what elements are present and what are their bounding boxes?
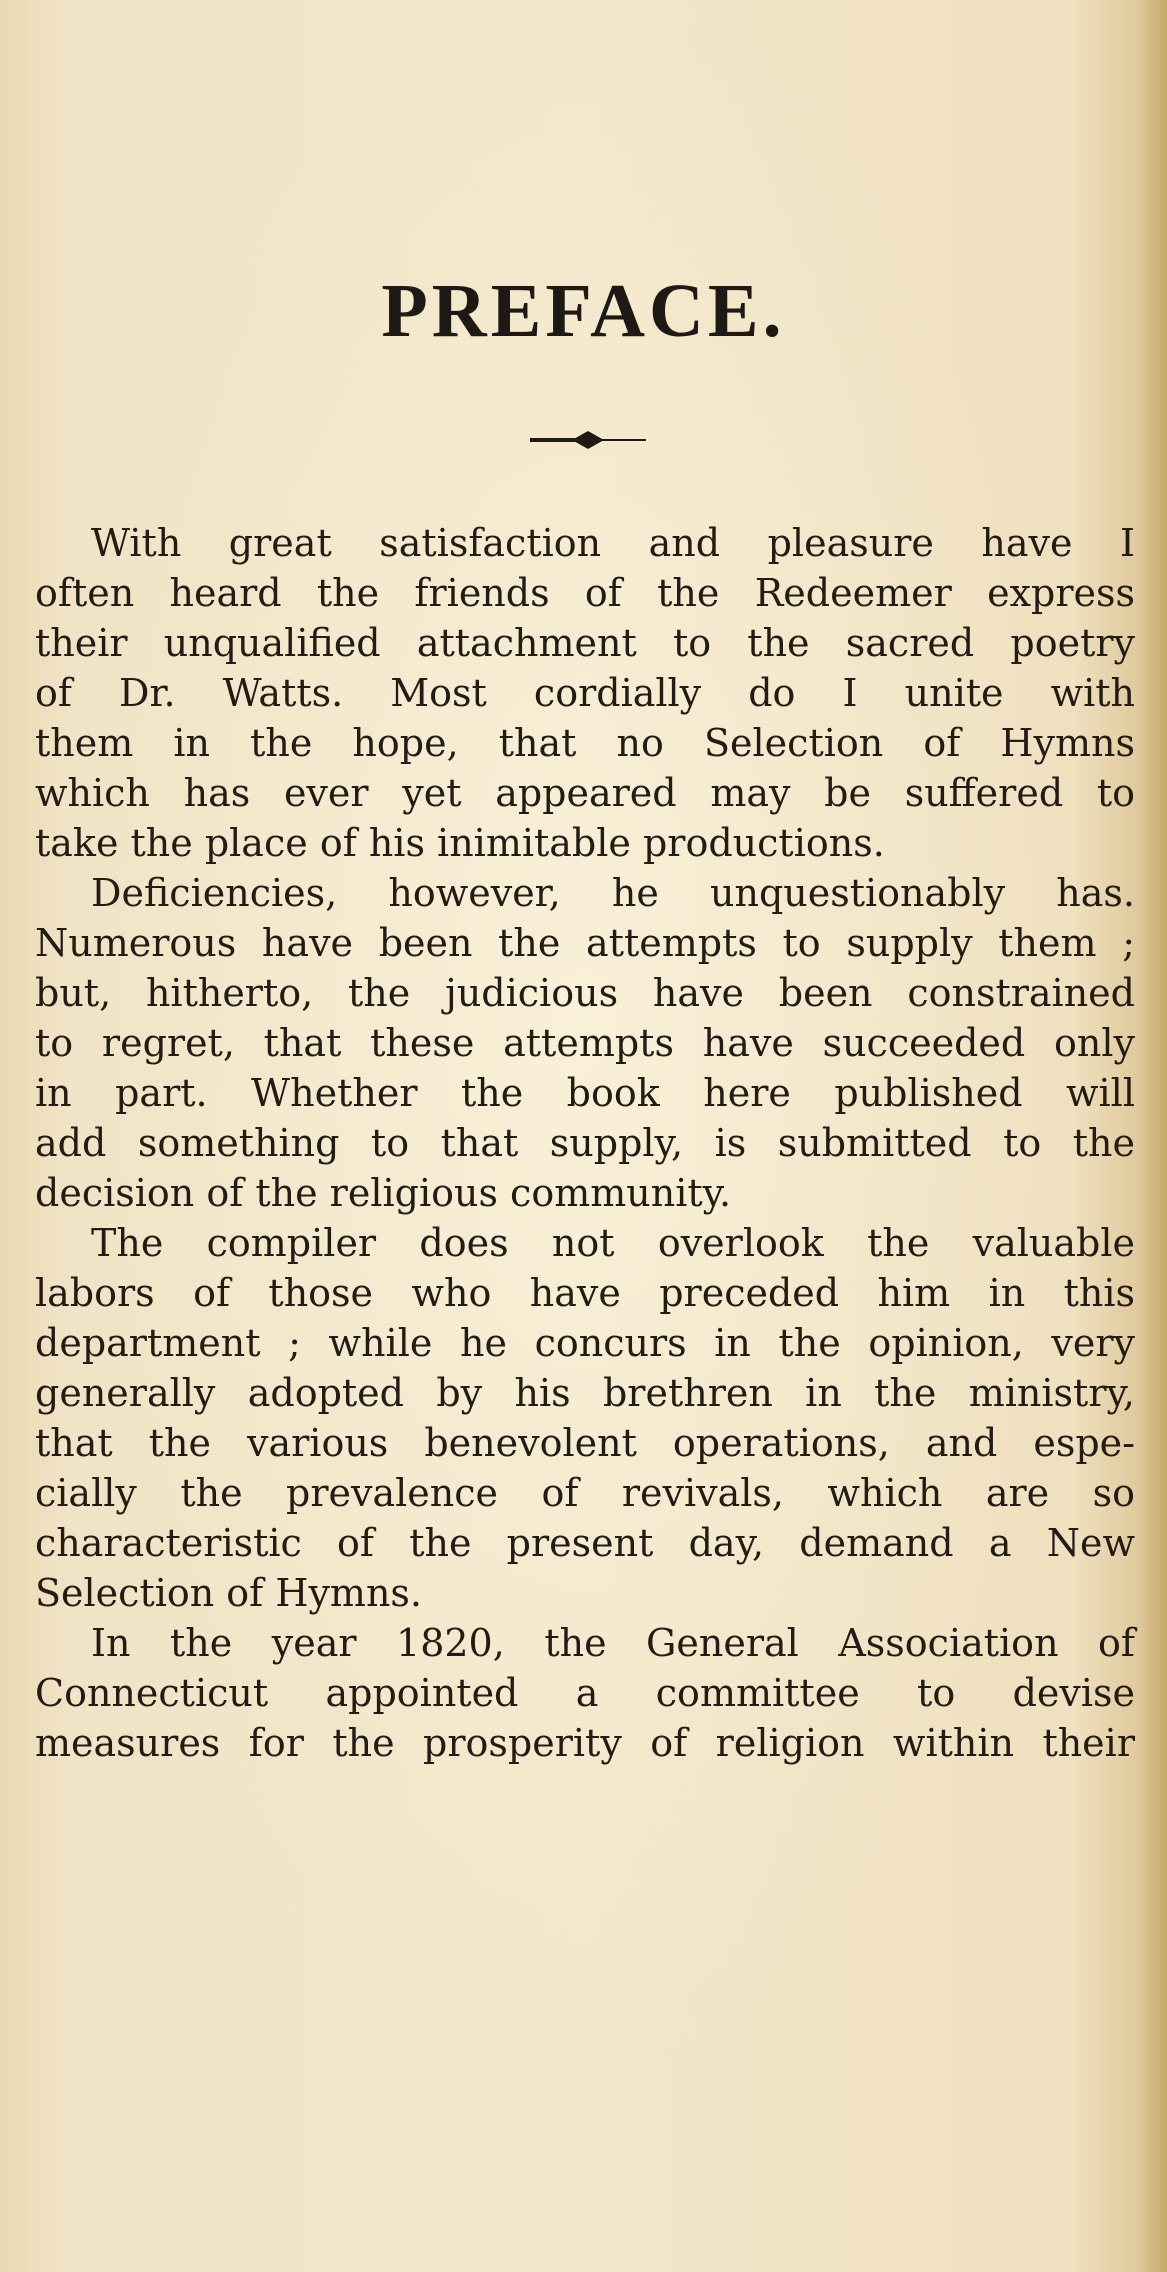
ornament-divider bbox=[528, 428, 648, 452]
text-line: With great satisfaction and pleasure have I bbox=[91, 521, 1135, 565]
text-line: their unqualified attachment to the sacred poetry bbox=[35, 621, 1135, 665]
text-line: but, hitherto, the judicious have been constrained bbox=[35, 971, 1135, 1015]
text-line: Deficiencies, however, he unquestionably has. bbox=[91, 871, 1135, 915]
text-line: add something to that supply, is submitted to the bbox=[35, 1121, 1135, 1165]
paragraph-2 bbox=[35, 868, 1135, 1218]
text-line: them in the hope, that no Selection of Hymns bbox=[35, 721, 1135, 765]
text-line: In the year 1820, the General Association of bbox=[91, 1621, 1135, 1665]
text-line: to regret, that these attempts have succeeded only bbox=[35, 1021, 1135, 1065]
text-line: decision of the religious community. bbox=[35, 1171, 732, 1215]
text-line: often heard the friends of the Redeemer express bbox=[35, 571, 1135, 615]
text-line: which has ever yet appeared may be suffered to bbox=[35, 771, 1135, 815]
page-title: PREFACE. bbox=[381, 269, 786, 353]
text-line: department ; while he concurs in the opinion, very bbox=[35, 1321, 1135, 1365]
text-line: labors of those who have preceded him in this bbox=[35, 1271, 1135, 1315]
preface-text bbox=[35, 518, 1135, 1768]
text-line: of Dr. Watts. Most cordially do I unite with bbox=[35, 671, 1135, 715]
text-line: Numerous have been the attempts to supply them ; bbox=[35, 921, 1135, 965]
paragraph-1 bbox=[35, 518, 1135, 868]
text-line: characteristic of the present day, demand a New bbox=[35, 1521, 1135, 1565]
text-line: The compiler does not overlook the valuable bbox=[91, 1221, 1135, 1265]
text-line: take the place of his inimitable productions. bbox=[35, 821, 885, 865]
paragraph-3 bbox=[35, 1218, 1135, 1618]
text-line: in part. Whether the book here published will bbox=[35, 1071, 1135, 1115]
text-line: that the various benevolent operations, and espe- bbox=[35, 1421, 1135, 1465]
text-line: generally adopted by his brethren in the ministry, bbox=[35, 1371, 1135, 1415]
text-line: Connecticut appointed a committee to devise bbox=[35, 1671, 1135, 1715]
paragraph-4 bbox=[35, 1618, 1135, 1768]
text-line: Selection of Hymns. bbox=[35, 1571, 423, 1615]
text-line: measures for the prosperity of religion within their bbox=[35, 1721, 1135, 1765]
text-line: cially the prevalence of revivals, which are so bbox=[35, 1471, 1135, 1515]
